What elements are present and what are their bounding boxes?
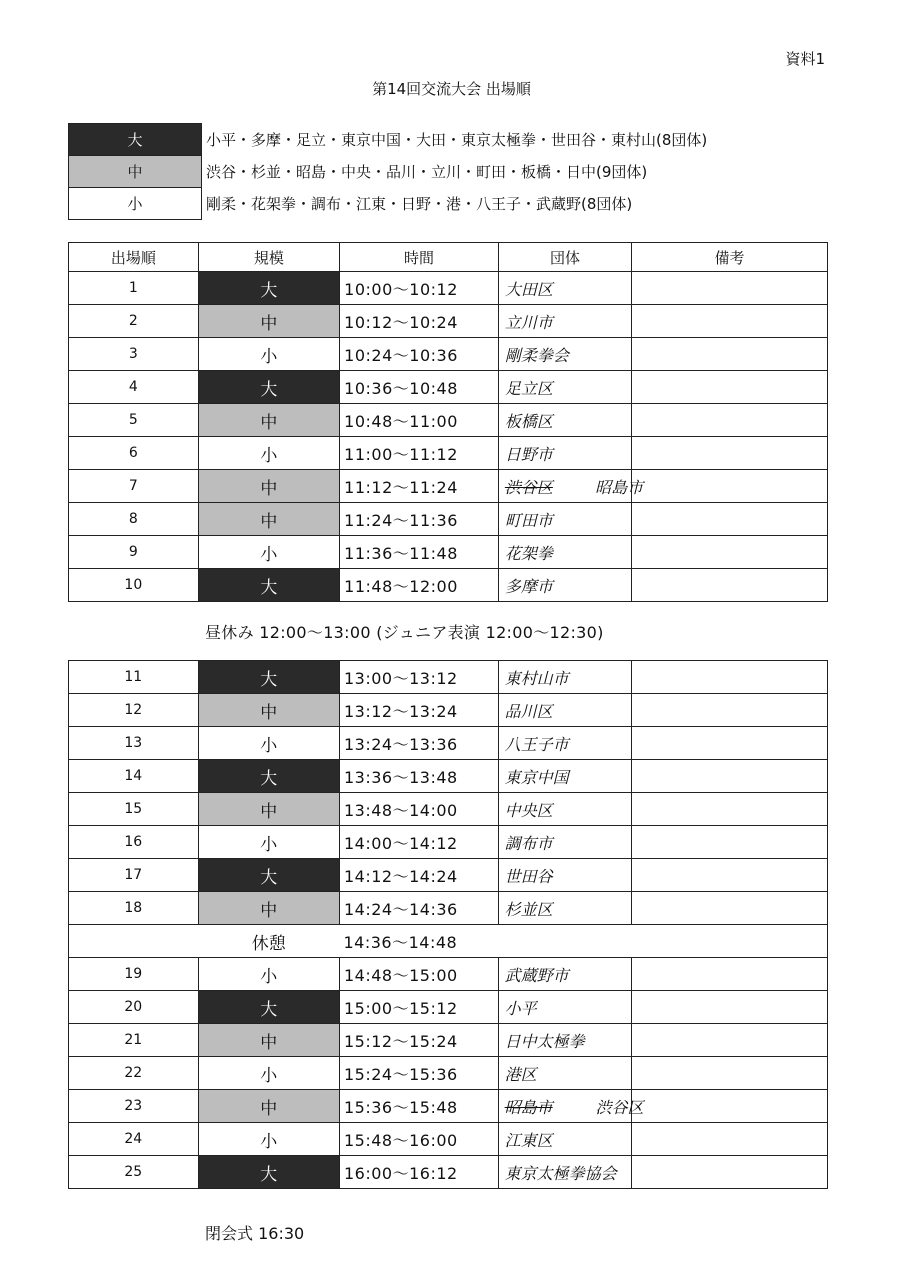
lunch-break: 昼休み 12:00～13:00 (ジュニア表演 12:00～12:30) — [205, 623, 604, 642]
group-cell — [498, 1024, 632, 1057]
group-cell — [498, 727, 632, 760]
scale-cell: 大 — [198, 760, 339, 793]
group-name: 武蔵野市 — [504, 965, 569, 985]
time-cell: 10:24～10:36 — [340, 338, 499, 371]
scale-cell: 中 — [198, 1090, 339, 1123]
time-cell: 14:12～14:24 — [340, 859, 499, 892]
note-cell — [632, 1024, 828, 1057]
time-cell: 14:24～14:36 — [340, 892, 499, 925]
scale-cell: 大 — [198, 859, 339, 892]
group-cell — [498, 470, 644, 503]
order-cell: 25 — [69, 1156, 199, 1189]
time-cell: 14:00～14:12 — [340, 826, 499, 859]
table-row — [69, 1090, 828, 1123]
scale-cell: 中 — [198, 793, 339, 826]
group-cell — [498, 437, 631, 470]
note-cell — [632, 437, 828, 470]
group-name: 板橋区 — [504, 411, 553, 431]
group-name: 足立区 — [504, 378, 553, 398]
group-cell — [498, 1156, 632, 1189]
order-cell: 5 — [69, 404, 199, 437]
time-cell: 15:00～15:12 — [340, 991, 499, 1024]
time-cell: 15:36～15:48 — [340, 1090, 499, 1123]
group-cell — [498, 760, 632, 793]
legend-row — [69, 124, 708, 156]
table-row — [69, 661, 828, 694]
group-cell — [498, 991, 632, 1024]
time-cell: 16:00～16:12 — [340, 1156, 499, 1189]
group-name: 日野市 — [504, 444, 553, 464]
group-name: 調布市 — [504, 833, 553, 853]
scale-cell: 大 — [198, 991, 339, 1024]
order-cell: 12 — [69, 694, 199, 727]
scale-cell: 中 — [198, 503, 340, 536]
order-cell: 1 — [69, 272, 199, 305]
order-cell: 9 — [69, 536, 199, 569]
group-name: 江東区 — [504, 1130, 553, 1150]
time-cell: 15:24～15:36 — [340, 1057, 499, 1090]
group-name: 花架拳 — [504, 543, 553, 563]
time-cell: 13:36～13:48 — [340, 760, 499, 793]
group-cell — [498, 272, 631, 305]
scale-cell: 小 — [198, 1123, 339, 1156]
group-name: 昭島市 — [504, 1097, 553, 1117]
table-row — [69, 1057, 828, 1090]
legend-groups: 剛柔・花架拳・調布・江東・日野・港・八王子・武蔵野(8団体) — [206, 195, 633, 213]
scale-cell: 小 — [198, 437, 340, 470]
group-name: 日中太極拳 — [504, 1031, 585, 1051]
scale-cell: 大 — [198, 1156, 339, 1189]
schedule-table-morning — [68, 242, 828, 602]
table-row — [69, 371, 828, 404]
time-cell: 11:24～11:36 — [340, 503, 499, 536]
order-cell: 8 — [69, 503, 199, 536]
group-name: 八王子市 — [504, 734, 569, 754]
order-cell: 10 — [69, 569, 199, 602]
note-cell — [632, 859, 828, 892]
time-cell: 15:48～16:00 — [340, 1123, 499, 1156]
group-name: 東京太極拳協会 — [504, 1163, 617, 1183]
table-header-row — [69, 243, 828, 272]
group-name: 杉並区 — [504, 899, 553, 919]
group-cell — [498, 338, 631, 371]
rest-row — [69, 925, 828, 958]
legend-size-swatch: 小 — [69, 188, 202, 220]
group-cell — [498, 1090, 644, 1123]
note-cell — [632, 338, 828, 371]
legend-groups: 渋谷・杉並・昭島・中央・品川・立川・町田・板橋・日中(9団体) — [206, 163, 648, 181]
table-row — [69, 1123, 828, 1156]
table-row — [69, 437, 828, 470]
scale-cell: 大 — [198, 272, 340, 305]
table-row — [69, 826, 828, 859]
group-correction: 渋谷区 — [595, 1098, 644, 1117]
order-cell: 19 — [69, 958, 199, 991]
group-cell — [498, 404, 631, 437]
group-cell — [498, 503, 631, 536]
time-cell: 13:24～13:36 — [340, 727, 499, 760]
order-cell: 3 — [69, 338, 199, 371]
note-cell — [632, 536, 828, 569]
order-cell: 2 — [69, 305, 199, 338]
scale-cell: 小 — [198, 1057, 339, 1090]
time-cell: 13:12～13:24 — [340, 694, 499, 727]
group-cell — [498, 371, 631, 404]
legend-size-swatch: 中 — [69, 156, 202, 188]
schedule-table-afternoon — [68, 660, 828, 1189]
note-cell — [632, 1057, 828, 1090]
scale-cell: 中 — [198, 694, 339, 727]
group-cell — [498, 1057, 632, 1090]
note-cell — [632, 272, 828, 305]
note-cell — [632, 958, 828, 991]
time-cell: 14:48～15:00 — [340, 958, 499, 991]
group-cell — [498, 694, 632, 727]
time-cell: 10:36～10:48 — [340, 371, 499, 404]
note-cell — [632, 760, 828, 793]
scale-cell: 中 — [198, 892, 339, 925]
note-cell — [632, 1090, 828, 1123]
table-row — [69, 470, 828, 503]
group-name: 世田谷 — [504, 866, 553, 886]
order-cell: 22 — [69, 1057, 199, 1090]
table-row — [69, 569, 828, 602]
group-name: 渋谷区 — [504, 477, 553, 497]
order-cell: 13 — [69, 727, 199, 760]
time-cell: 11:00～11:12 — [340, 437, 499, 470]
note-cell — [632, 1156, 828, 1189]
note-cell — [632, 1123, 828, 1156]
scale-cell: 大 — [198, 569, 340, 602]
scale-cell: 小 — [198, 958, 339, 991]
time-cell: 10:48～11:00 — [340, 404, 499, 437]
group-cell — [498, 793, 632, 826]
note-cell — [632, 793, 828, 826]
scale-cell: 中 — [198, 470, 340, 503]
scale-cell: 中 — [198, 404, 340, 437]
time-cell: 13:48～14:00 — [340, 793, 499, 826]
header-time: 時間 — [340, 243, 499, 272]
order-cell: 23 — [69, 1090, 199, 1123]
document-label: 資料1 — [785, 50, 825, 68]
note-cell — [632, 892, 828, 925]
time-cell: 13:00～13:12 — [340, 661, 499, 694]
time-cell: 15:12～15:24 — [340, 1024, 499, 1057]
group-name: 中央区 — [504, 800, 553, 820]
group-name: 品川区 — [504, 701, 553, 721]
group-cell — [498, 826, 632, 859]
table-row — [69, 958, 828, 991]
rest-time: 14:36～14:48 — [340, 925, 499, 958]
group-cell — [498, 536, 631, 569]
table-row — [69, 338, 828, 371]
group-cell — [498, 892, 632, 925]
order-cell: 18 — [69, 892, 199, 925]
scale-cell: 大 — [198, 371, 340, 404]
note-cell — [632, 826, 828, 859]
legend-row — [69, 188, 708, 220]
header-order: 出場順 — [69, 243, 199, 272]
order-cell: 4 — [69, 371, 199, 404]
group-name: 立川市 — [504, 312, 553, 332]
note-cell — [632, 991, 828, 1024]
table-row — [69, 404, 828, 437]
header-note: 備考 — [632, 243, 828, 272]
scale-cell: 小 — [198, 536, 340, 569]
group-name: 小平 — [504, 998, 537, 1018]
order-cell: 7 — [69, 470, 199, 503]
order-cell: 15 — [69, 793, 199, 826]
table-row — [69, 859, 828, 892]
header-group: 団体 — [498, 243, 631, 272]
group-name: 多摩市 — [504, 576, 553, 596]
order-cell: 16 — [69, 826, 199, 859]
note-cell — [632, 661, 828, 694]
note-cell — [632, 305, 828, 338]
group-cell — [498, 958, 632, 991]
table-row — [69, 536, 828, 569]
group-cell — [498, 305, 631, 338]
time-cell: 10:00～10:12 — [340, 272, 499, 305]
note-cell — [632, 503, 828, 536]
table-row — [69, 694, 828, 727]
note-cell — [632, 404, 828, 437]
note-cell — [632, 694, 828, 727]
legend-size-swatch: 大 — [69, 124, 202, 156]
group-cell — [498, 661, 632, 694]
note-cell — [632, 371, 828, 404]
order-cell: 24 — [69, 1123, 199, 1156]
header-scale: 規模 — [198, 243, 340, 272]
scale-cell: 小 — [198, 338, 340, 371]
table-row — [69, 1156, 828, 1189]
table-row — [69, 305, 828, 338]
legend-groups: 小平・多摩・足立・東京中国・大田・東京太極拳・世田谷・東村山(8団体) — [206, 131, 708, 149]
size-legend — [68, 123, 708, 220]
closing-ceremony: 閉会式 16:30 — [205, 1224, 305, 1243]
group-cell — [498, 859, 632, 892]
legend-row — [69, 156, 708, 188]
time-cell: 11:12～11:24 — [340, 470, 499, 503]
scale-cell: 小 — [198, 727, 339, 760]
order-cell: 20 — [69, 991, 199, 1024]
table-row — [69, 272, 828, 305]
table-row — [69, 727, 828, 760]
scale-cell: 中 — [198, 305, 340, 338]
page-title: 第14回交流大会 出場順 — [372, 80, 531, 98]
order-cell: 6 — [69, 437, 199, 470]
group-cell — [498, 569, 631, 602]
order-cell: 17 — [69, 859, 199, 892]
note-cell — [632, 470, 828, 503]
time-cell: 11:36～11:48 — [340, 536, 499, 569]
note-cell — [632, 569, 828, 602]
scale-cell: 大 — [198, 661, 339, 694]
scale-cell: 中 — [198, 1024, 339, 1057]
order-cell: 14 — [69, 760, 199, 793]
order-cell: 11 — [69, 661, 199, 694]
group-name: 大田区 — [504, 279, 553, 299]
scale-cell: 小 — [198, 826, 339, 859]
rest-label: 休憩 — [198, 925, 339, 958]
table-row — [69, 991, 828, 1024]
group-name: 町田市 — [504, 510, 553, 530]
group-cell — [498, 1123, 632, 1156]
table-row — [69, 760, 828, 793]
table-row — [69, 1024, 828, 1057]
group-name: 東村山市 — [504, 668, 569, 688]
time-cell: 11:48～12:00 — [340, 569, 499, 602]
group-name: 東京中国 — [504, 767, 569, 787]
order-cell: 21 — [69, 1024, 199, 1057]
note-cell — [632, 727, 828, 760]
group-name: 剛柔拳会 — [504, 345, 569, 365]
group-name: 港区 — [504, 1064, 537, 1084]
table-row — [69, 793, 828, 826]
table-row — [69, 892, 828, 925]
time-cell: 10:12～10:24 — [340, 305, 499, 338]
group-correction: 昭島市 — [595, 478, 644, 497]
table-row — [69, 503, 828, 536]
